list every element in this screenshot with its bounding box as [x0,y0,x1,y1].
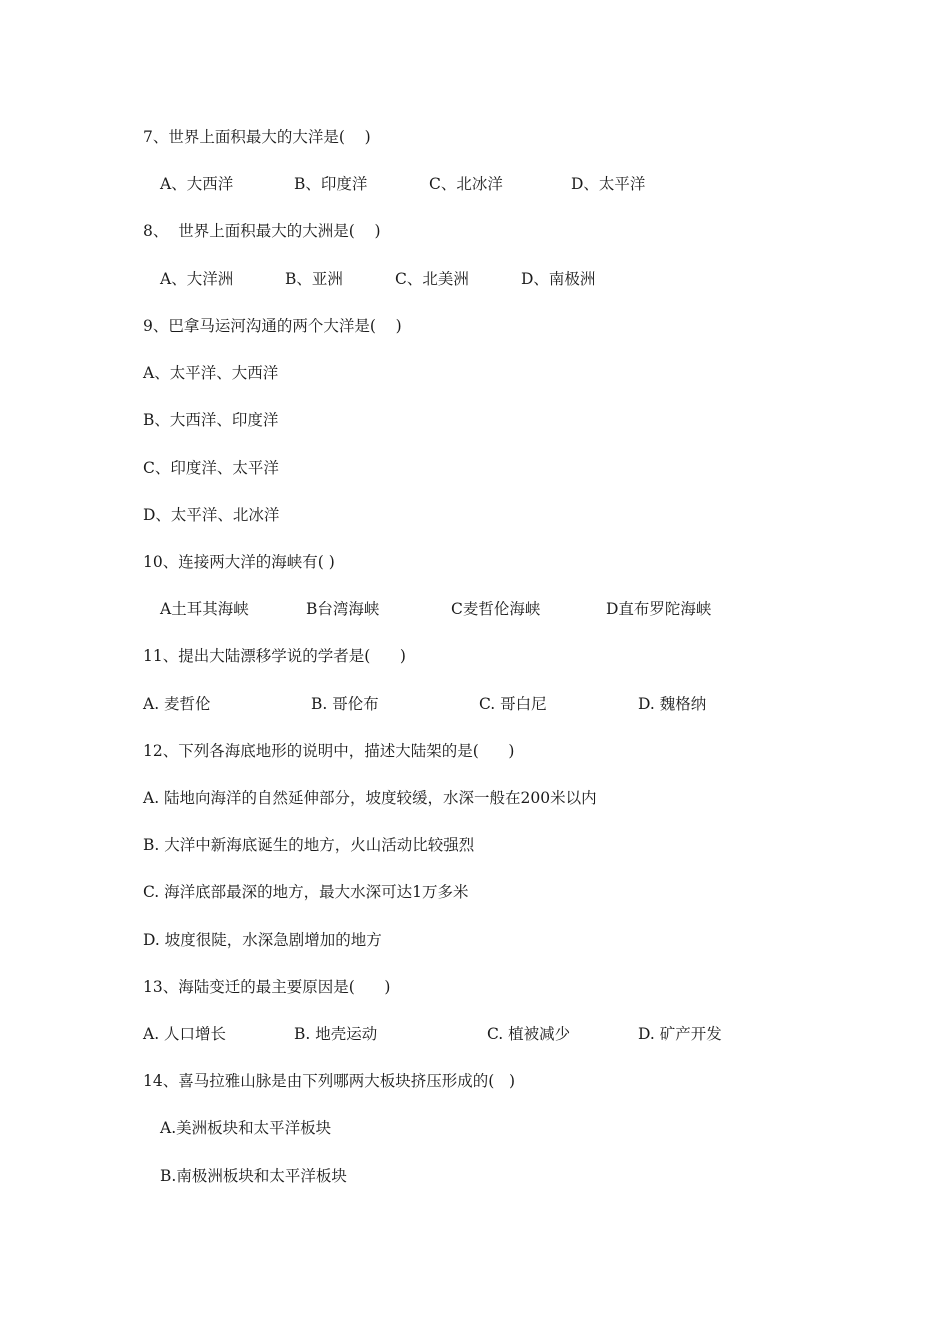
question-7-option-d: D、太平洋 [571,175,646,193]
question-10-option-a: A土耳其海峡 [160,600,249,618]
question-9-option-b: B、大西洋、印度洋 [143,411,279,429]
question-14-option-b: B.南极洲板块和太平洋板块 [160,1167,347,1185]
question-9-option-a: A、太平洋、大西洋 [143,364,279,382]
question-14-option-a: A.美洲板块和太平洋板块 [160,1119,332,1137]
question-12-option-c: C. 海洋底部最深的地方，最大水深可达1万多米 [143,883,469,901]
question-9-stem: 9、巴拿马运河沟通的两个大洋是( ) [143,317,402,335]
question-8-option-d: D、南极洲 [521,270,596,288]
question-12-stem: 12、下列各海底地形的说明中，描述大陆架的是( ) [143,742,515,760]
question-8-option-b: B、亚洲 [285,270,343,288]
question-8-stem: 8、 世界上面积最大的大洲是( ) [143,222,381,240]
question-14-stem: 14、喜马拉雅山脉是由下列哪两大板块挤压形成的( ) [143,1072,516,1090]
question-11-option-b: B. 哥伦布 [311,695,379,713]
question-10-option-d: D直布罗陀海峡 [606,600,712,618]
question-12-option-d: D. 坡度很陡，水深急剧增加的地方 [143,931,382,949]
question-12-option-b: B. 大洋中新海底诞生的地方，火山活动比较强烈 [143,836,475,854]
question-11-option-d: D. 魏格纳 [638,695,707,713]
question-8-option-a: A、大洋洲 [160,270,234,288]
question-11-option-a: A. 麦哲伦 [143,695,211,713]
question-9-option-c: C、印度洋、太平洋 [143,459,279,477]
question-11-option-c: C. 哥白尼 [479,695,547,713]
question-9-option-d: D、太平洋、北冰洋 [143,506,280,524]
question-13-option-c: C. 植被减少 [487,1025,571,1043]
question-10-option-b: B台湾海峡 [306,600,380,618]
question-7-option-a: A、大西洋 [160,175,234,193]
question-7-stem: 7、世界上面积最大的大洋是( ) [143,128,371,146]
question-13-option-b: B. 地壳运动 [294,1025,378,1043]
question-10-option-c: C麦哲伦海峡 [451,600,541,618]
question-8-option-c: C、北美洲 [395,270,469,288]
question-7-option-b: B、印度洋 [294,175,368,193]
question-13-option-d: D. 矿产开发 [638,1025,722,1043]
question-13-option-a: A. 人口增长 [143,1025,227,1043]
question-13-stem: 13、海陆变迁的最主要原因是( ) [143,978,391,996]
question-7-option-c: C、北冰洋 [429,175,503,193]
question-11-stem: 11、提出大陆漂移学说的学者是( ) [143,647,406,665]
question-12-option-a: A. 陆地向海洋的自然延伸部分，坡度较缓，水深一般在200米以内 [143,789,597,807]
question-10-stem: 10、连接两大洋的海峡有( ) [143,553,335,571]
